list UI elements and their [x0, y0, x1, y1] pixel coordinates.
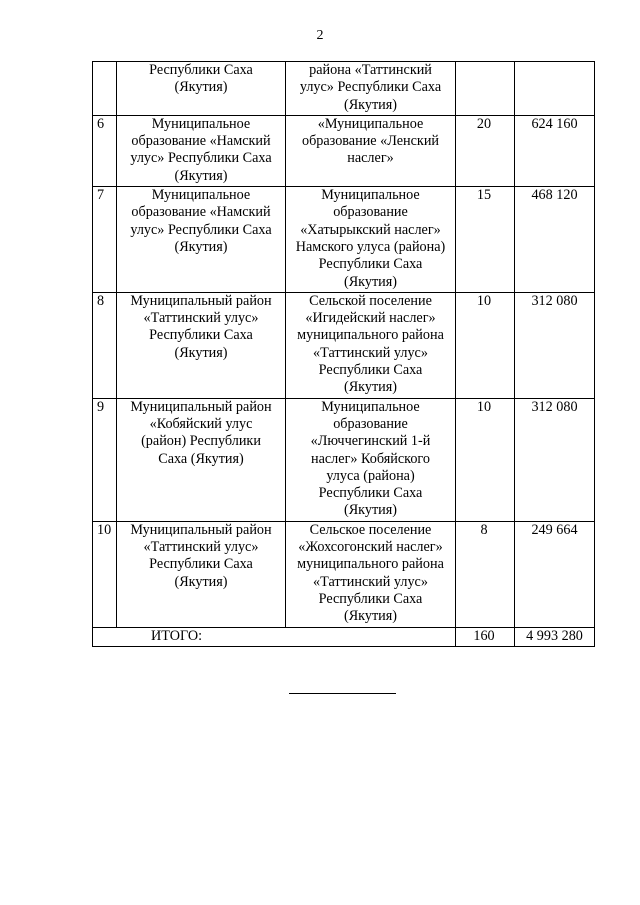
recipient-cell: Муниципальный район «Кобяйский улус (район) Республики Саха (Якутия)	[117, 398, 286, 521]
count-cell: 10	[456, 292, 515, 398]
settlement-cell: Сельское поселение «Жохсогонский наслег» муниципального района «Таттинский улус» Республики Саха (Якутия)	[286, 521, 456, 627]
count-cell: 15	[456, 187, 515, 293]
sum-cell: 468 120	[515, 187, 595, 293]
total-sum: 4 993 280	[515, 627, 595, 646]
settlement-cell: района «Таттинский улус» Республики Саха (Якутия)	[286, 62, 456, 116]
recipient-cell: Муниципальный район «Таттинский улус» Республики Саха (Якутия)	[117, 521, 286, 627]
settlement-cell: Сельской поселение «Игидейский наслег» муниципального района «Таттинский улус» Республики Саха (Якутия)	[286, 292, 456, 398]
recipient-cell: Муниципальное образование «Намский улус» Республики Саха (Якутия)	[117, 115, 286, 186]
total-row	[93, 627, 595, 646]
table-row	[93, 521, 595, 627]
allocation-table	[92, 61, 595, 647]
row-number-cell: 7	[93, 187, 117, 293]
sum-cell	[515, 62, 595, 116]
row-number-cell	[93, 62, 117, 116]
count-cell: 10	[456, 398, 515, 521]
total-label: ИТОГО:	[93, 627, 456, 646]
closing-rule	[289, 693, 396, 694]
row-number-cell: 6	[93, 115, 117, 186]
table-row	[93, 292, 595, 398]
row-number-cell: 10	[93, 521, 117, 627]
count-cell	[456, 62, 515, 116]
count-cell: 20	[456, 115, 515, 186]
count-cell: 8	[456, 521, 515, 627]
sum-cell: 312 080	[515, 292, 595, 398]
recipient-cell: Муниципальный район «Таттинский улус» Республики Саха (Якутия)	[117, 292, 286, 398]
total-count: 160	[456, 627, 515, 646]
row-number-cell: 8	[93, 292, 117, 398]
sum-cell: 312 080	[515, 398, 595, 521]
row-number-cell: 9	[93, 398, 117, 521]
sum-cell: 624 160	[515, 115, 595, 186]
recipient-cell: Республики Саха (Якутия)	[117, 62, 286, 116]
settlement-cell: Муниципальное образование «Люччегинский 1-й наслег» Кобяйского улуса (района) Республики Саха (Якутия)	[286, 398, 456, 521]
page-number: 2	[316, 28, 324, 43]
sum-cell: 249 664	[515, 521, 595, 627]
table-row	[93, 115, 595, 186]
recipient-cell: Муниципальное образование «Намский улус» Республики Саха (Якутия)	[117, 187, 286, 293]
table-row	[93, 62, 595, 116]
table-row	[93, 398, 595, 521]
table-row	[93, 187, 595, 293]
settlement-cell: «Муниципальное образование «Ленский наслег»	[286, 115, 456, 186]
settlement-cell: Муниципальное образование «Хатырыкский наслег» Намского улуса (района) Республики Саха (Якутия)	[286, 187, 456, 293]
